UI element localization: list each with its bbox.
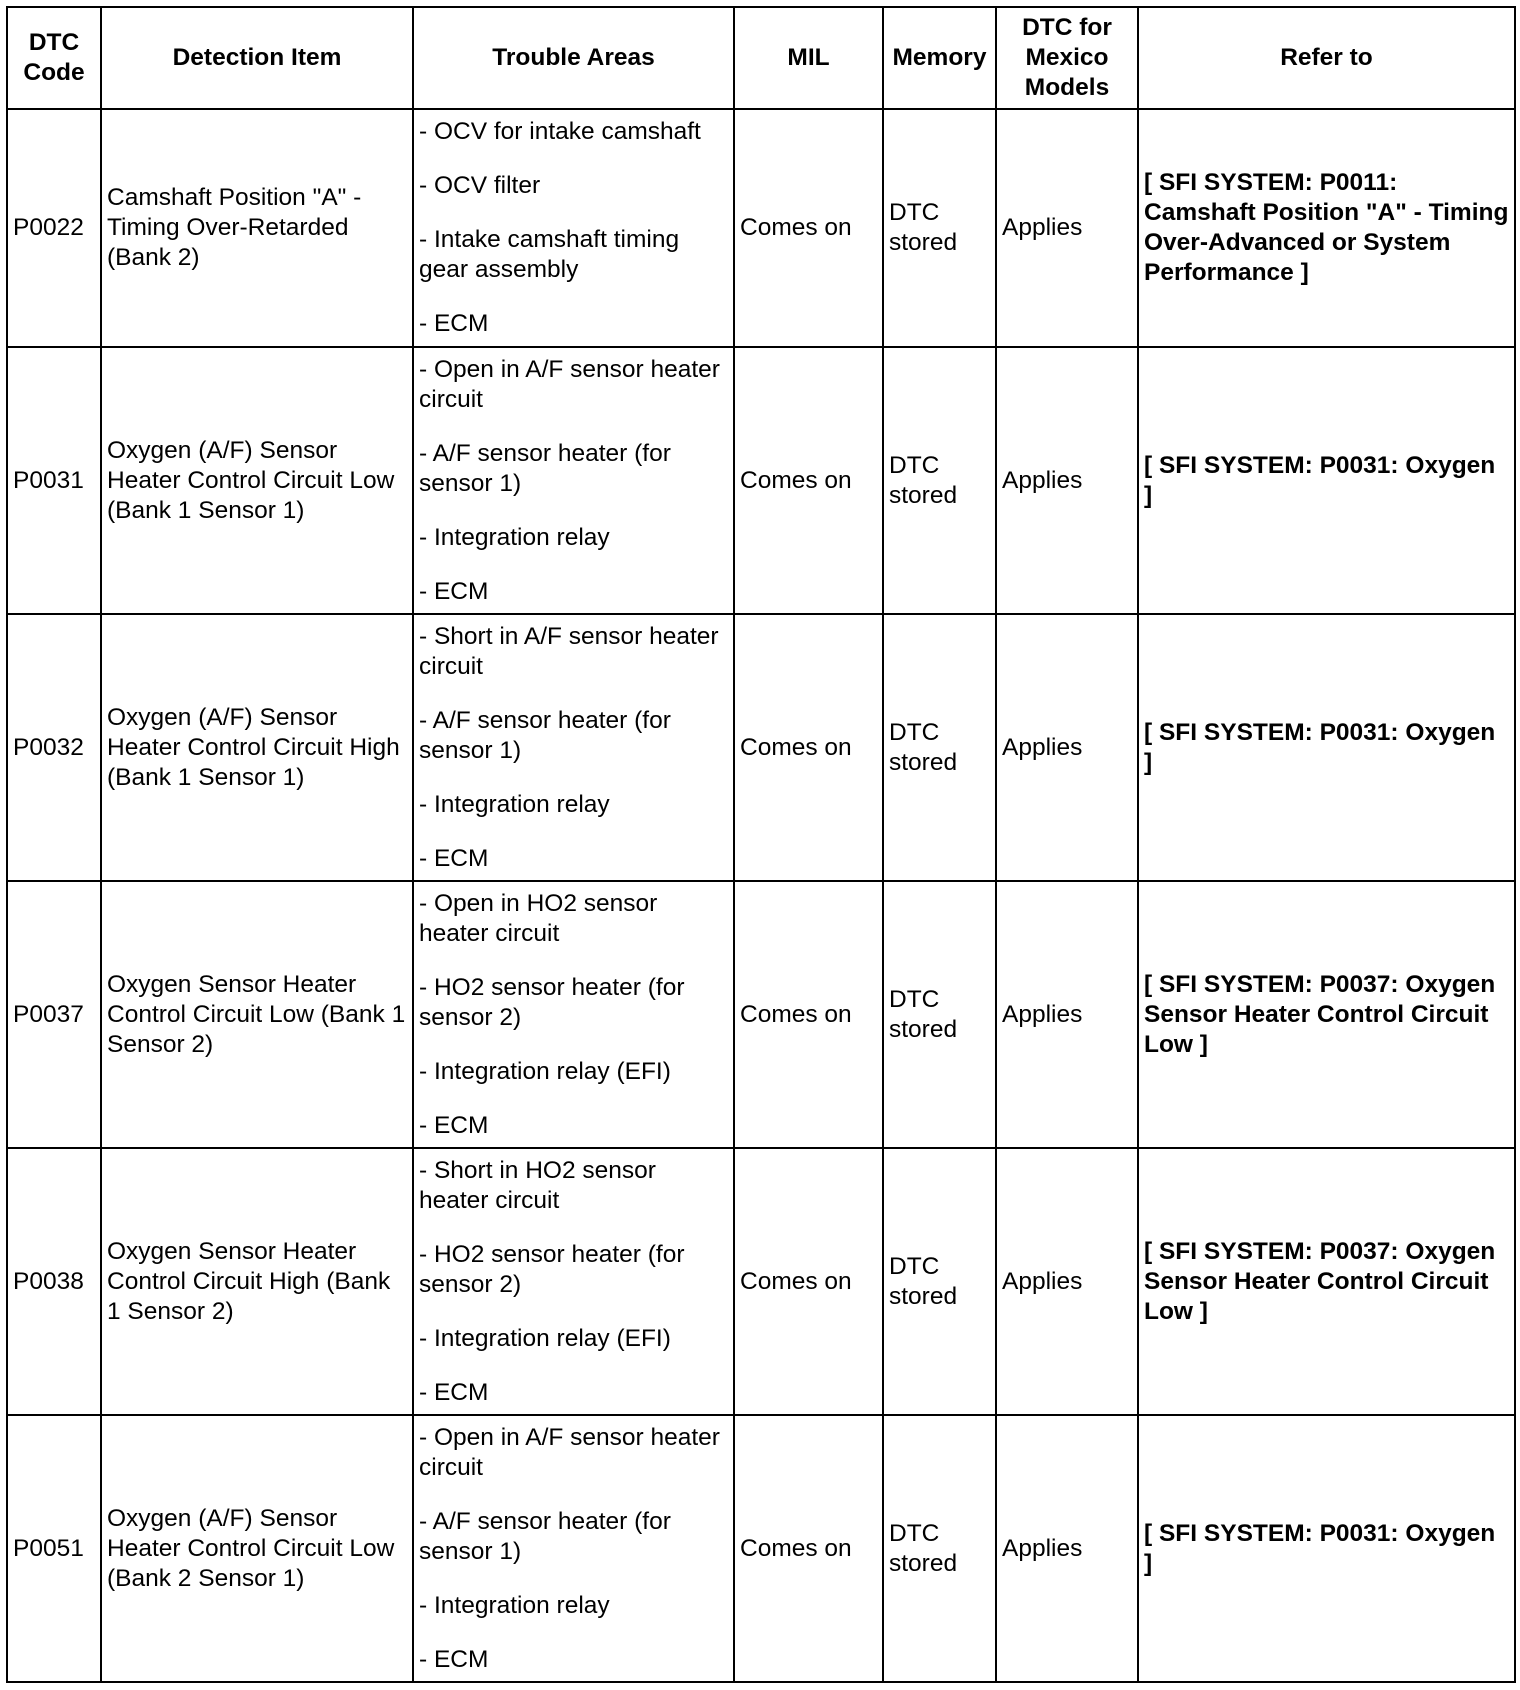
mil-cell: Comes on bbox=[734, 1415, 883, 1682]
detection-item-cell: Oxygen (A/F) Sensor Heater Control Circuit Low (Bank 2 Sensor 1) bbox=[101, 1415, 413, 1682]
memory-cell: DTC stored bbox=[883, 347, 996, 614]
trouble-area-item: - Integration relay bbox=[419, 523, 610, 551]
trouble-area-item: - ECM bbox=[419, 1111, 489, 1139]
table-row bbox=[7, 614, 1515, 881]
refer-link[interactable]: [ SFI SYSTEM: P0031: Oxygen ] bbox=[1138, 1415, 1515, 1682]
mil-cell: Comes on bbox=[734, 614, 883, 881]
dtc-code-cell: P0022 bbox=[7, 109, 101, 347]
refer-link[interactable]: [ SFI SYSTEM: P0011: Camshaft Position "A" - Timing Over-Advanced or System Performance ] bbox=[1138, 109, 1515, 347]
detection-item-cell: Oxygen (A/F) Sensor Heater Control Circuit High (Bank 1 Sensor 1) bbox=[101, 614, 413, 881]
dtc-code-cell: P0038 bbox=[7, 1148, 101, 1415]
mexico-cell: Applies bbox=[996, 1148, 1138, 1415]
dtc-table bbox=[6, 6, 1516, 1683]
mil-cell: Comes on bbox=[734, 109, 883, 347]
trouble-areas-cell bbox=[413, 1415, 734, 1682]
header-mil: MIL bbox=[734, 7, 883, 109]
trouble-area-item: - Short in A/F sensor heater circuit bbox=[419, 622, 719, 680]
dtc-code-cell: P0051 bbox=[7, 1415, 101, 1682]
mexico-cell: Applies bbox=[996, 881, 1138, 1148]
trouble-areas-cell bbox=[413, 881, 734, 1148]
table-row bbox=[7, 109, 1515, 347]
detection-item-cell: Oxygen (A/F) Sensor Heater Control Circuit Low (Bank 1 Sensor 1) bbox=[101, 347, 413, 614]
memory-cell: DTC stored bbox=[883, 1148, 996, 1415]
table-row bbox=[7, 881, 1515, 1148]
trouble-area-item: - Open in HO2 sensor heater circuit bbox=[419, 889, 658, 947]
trouble-area-item: - Open in A/F sensor heater circuit bbox=[419, 355, 720, 413]
dtc-code-cell: P0037 bbox=[7, 881, 101, 1148]
header-row bbox=[7, 7, 1515, 109]
trouble-area-item: - ECM bbox=[419, 1378, 489, 1406]
trouble-area-item: - ECM bbox=[419, 1645, 489, 1673]
mexico-cell: Applies bbox=[996, 109, 1138, 347]
trouble-area-item: - Integration relay (EFI) bbox=[419, 1057, 671, 1085]
refer-link[interactable]: [ SFI SYSTEM: P0037: Oxygen Sensor Heater Control Circuit Low ] bbox=[1138, 881, 1515, 1148]
mil-cell: Comes on bbox=[734, 881, 883, 1148]
header-memory: Memory bbox=[883, 7, 996, 109]
trouble-area-item: - HO2 sensor heater (for sensor 2) bbox=[419, 1240, 685, 1298]
memory-cell: DTC stored bbox=[883, 881, 996, 1148]
trouble-area-item: - Integration relay bbox=[419, 1591, 610, 1619]
table-header bbox=[7, 7, 1515, 109]
memory-cell: DTC stored bbox=[883, 614, 996, 881]
detection-item-cell: Oxygen Sensor Heater Control Circuit High (Bank 1 Sensor 2) bbox=[101, 1148, 413, 1415]
refer-link[interactable]: [ SFI SYSTEM: P0037: Oxygen Sensor Heater Control Circuit Low ] bbox=[1138, 1148, 1515, 1415]
refer-link[interactable]: [ SFI SYSTEM: P0031: Oxygen ] bbox=[1138, 347, 1515, 614]
memory-cell: DTC stored bbox=[883, 1415, 996, 1682]
dtc-code-cell: P0031 bbox=[7, 347, 101, 614]
refer-link[interactable]: [ SFI SYSTEM: P0031: Oxygen ] bbox=[1138, 614, 1515, 881]
trouble-area-item: - ECM bbox=[419, 577, 489, 605]
trouble-areas-cell bbox=[413, 109, 734, 347]
trouble-area-item: - OCV for intake camshaft bbox=[419, 118, 701, 145]
trouble-areas-cell bbox=[413, 1148, 734, 1415]
trouble-area-item: - A/F sensor heater (for sensor 1) bbox=[419, 1507, 671, 1565]
trouble-area-item: - HO2 sensor heater (for sensor 2) bbox=[419, 973, 685, 1031]
trouble-area-item: - A/F sensor heater (for sensor 1) bbox=[419, 439, 671, 497]
trouble-area-item: - Short in HO2 sensor heater circuit bbox=[419, 1156, 656, 1214]
trouble-area-item: - A/F sensor heater (for sensor 1) bbox=[419, 706, 671, 764]
header-dtc-mexico: DTC for Mexico Models bbox=[996, 7, 1138, 109]
trouble-area-item: - Intake camshaft timing gear assembly bbox=[419, 226, 680, 283]
table-row bbox=[7, 1148, 1515, 1415]
trouble-area-item: - ECM bbox=[419, 844, 489, 872]
trouble-area-item: - ECM bbox=[419, 310, 489, 337]
mexico-cell: Applies bbox=[996, 1415, 1138, 1682]
header-trouble-areas: Trouble Areas bbox=[413, 7, 734, 109]
trouble-area-item: - Integration relay (EFI) bbox=[419, 1324, 671, 1352]
mil-cell: Comes on bbox=[734, 347, 883, 614]
table-body bbox=[7, 109, 1515, 1682]
trouble-area-item: - OCV filter bbox=[419, 172, 541, 199]
dtc-code-cell: P0032 bbox=[7, 614, 101, 881]
header-refer-to: Refer to bbox=[1138, 7, 1515, 109]
header-detection-item: Detection Item bbox=[101, 7, 413, 109]
detection-item-cell: Oxygen Sensor Heater Control Circuit Low (Bank 1 Sensor 2) bbox=[101, 881, 413, 1148]
mexico-cell: Applies bbox=[996, 614, 1138, 881]
trouble-areas-cell bbox=[413, 347, 734, 614]
trouble-areas-cell bbox=[413, 614, 734, 881]
trouble-area-item: - Open in A/F sensor heater circuit bbox=[419, 1423, 720, 1481]
trouble-area-item: - Integration relay bbox=[419, 790, 610, 818]
table-row bbox=[7, 1415, 1515, 1682]
header-dtc-code: DTC Code bbox=[7, 7, 101, 109]
detection-item-cell: Camshaft Position "A" - Timing Over-Retarded (Bank 2) bbox=[101, 109, 413, 347]
mil-cell: Comes on bbox=[734, 1148, 883, 1415]
memory-cell: DTC stored bbox=[883, 109, 996, 347]
mexico-cell: Applies bbox=[996, 347, 1138, 614]
table-row bbox=[7, 347, 1515, 614]
